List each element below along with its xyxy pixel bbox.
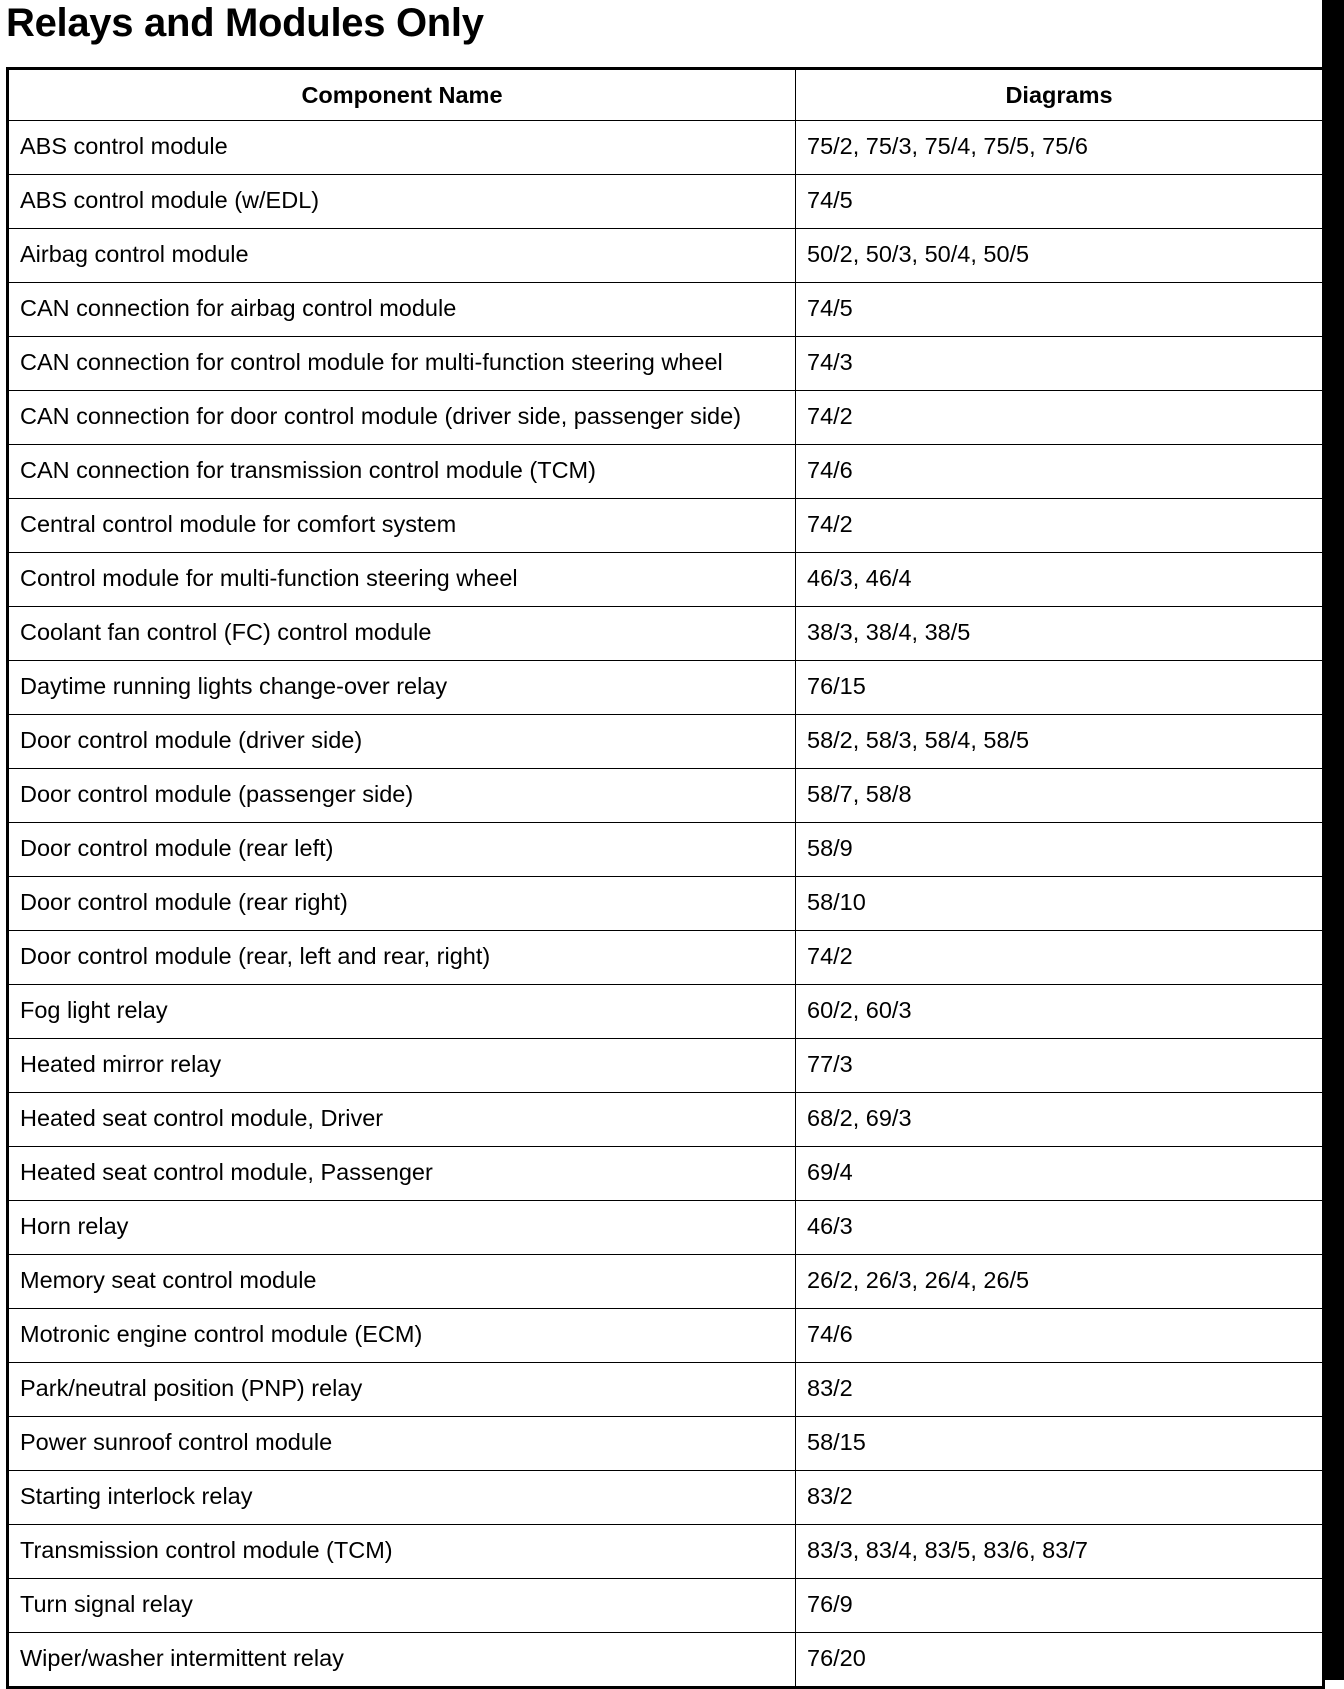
diagrams-cell: 77/3 bbox=[796, 1039, 1324, 1093]
diagrams-cell: 58/10 bbox=[796, 877, 1324, 931]
component-name-cell: Fog light relay bbox=[8, 985, 796, 1039]
component-name-cell: Door control module (rear left) bbox=[8, 823, 796, 877]
table-row bbox=[8, 1093, 1324, 1147]
table-row bbox=[8, 445, 1324, 499]
component-name-cell: CAN connection for door control module (driver side, passenger side) bbox=[8, 391, 796, 445]
table-row bbox=[8, 1471, 1324, 1525]
table-row bbox=[8, 769, 1324, 823]
table-row bbox=[8, 1039, 1324, 1093]
diagrams-cell: 74/6 bbox=[796, 445, 1324, 499]
table-row bbox=[8, 391, 1324, 445]
table-row bbox=[8, 175, 1324, 229]
table-row bbox=[8, 1363, 1324, 1417]
table-body bbox=[8, 121, 1324, 1688]
table-row bbox=[8, 1201, 1324, 1255]
table-row bbox=[8, 337, 1324, 391]
table-row bbox=[8, 661, 1324, 715]
component-name-cell: Door control module (rear, left and rear, right) bbox=[8, 931, 796, 985]
diagrams-cell: 46/3 bbox=[796, 1201, 1324, 1255]
diagrams-cell: 74/2 bbox=[796, 391, 1324, 445]
table-row bbox=[8, 715, 1324, 769]
diagrams-cell: 46/3, 46/4 bbox=[796, 553, 1324, 607]
component-name-cell: Heated seat control module, Driver bbox=[8, 1093, 796, 1147]
component-name-cell: Coolant fan control (FC) control module bbox=[8, 607, 796, 661]
diagrams-cell: 74/6 bbox=[796, 1309, 1324, 1363]
diagrams-cell: 58/9 bbox=[796, 823, 1324, 877]
table-row bbox=[8, 553, 1324, 607]
page-edge-bar bbox=[1322, 0, 1344, 1680]
diagrams-cell: 74/3 bbox=[796, 337, 1324, 391]
table-row bbox=[8, 1309, 1324, 1363]
table-row bbox=[8, 607, 1324, 661]
component-name-cell: Memory seat control module bbox=[8, 1255, 796, 1309]
component-name-cell: Door control module (passenger side) bbox=[8, 769, 796, 823]
page-title: Relays and Modules Only bbox=[6, 1, 484, 45]
diagrams-cell: 74/2 bbox=[796, 499, 1324, 553]
component-name-cell: Heated seat control module, Passenger bbox=[8, 1147, 796, 1201]
table-row bbox=[8, 1579, 1324, 1633]
table-row bbox=[8, 1255, 1324, 1309]
diagrams-cell: 50/2, 50/3, 50/4, 50/5 bbox=[796, 229, 1324, 283]
table-row bbox=[8, 283, 1324, 337]
diagrams-cell: 68/2, 69/3 bbox=[796, 1093, 1324, 1147]
table-row bbox=[8, 1147, 1324, 1201]
diagrams-cell: 74/5 bbox=[796, 175, 1324, 229]
table-row bbox=[8, 931, 1324, 985]
component-name-cell: Airbag control module bbox=[8, 229, 796, 283]
component-name-cell: CAN connection for transmission control module (TCM) bbox=[8, 445, 796, 499]
table-row bbox=[8, 121, 1324, 175]
table-row bbox=[8, 1633, 1324, 1688]
table-row bbox=[8, 985, 1324, 1039]
diagrams-cell: 58/15 bbox=[796, 1417, 1324, 1471]
table-row bbox=[8, 1525, 1324, 1579]
diagrams-cell: 76/15 bbox=[796, 661, 1324, 715]
table-row bbox=[8, 229, 1324, 283]
components-table bbox=[6, 67, 1325, 1689]
component-name-cell: Horn relay bbox=[8, 1201, 796, 1255]
component-name-cell: Transmission control module (TCM) bbox=[8, 1525, 796, 1579]
diagrams-cell: 76/9 bbox=[796, 1579, 1324, 1633]
component-name-cell: Park/neutral position (PNP) relay bbox=[8, 1363, 796, 1417]
diagrams-cell: 76/20 bbox=[796, 1633, 1324, 1688]
component-name-cell: Turn signal relay bbox=[8, 1579, 796, 1633]
table-row bbox=[8, 877, 1324, 931]
component-name-cell: ABS control module bbox=[8, 121, 796, 175]
column-header-component-name: Component Name bbox=[8, 69, 796, 121]
component-name-cell: CAN connection for control module for multi-function steering wheel bbox=[8, 337, 796, 391]
component-name-cell: Control module for multi-function steering wheel bbox=[8, 553, 796, 607]
diagrams-cell: 75/2, 75/3, 75/4, 75/5, 75/6 bbox=[796, 121, 1324, 175]
diagrams-cell: 83/2 bbox=[796, 1471, 1324, 1525]
diagrams-cell: 38/3, 38/4, 38/5 bbox=[796, 607, 1324, 661]
component-name-cell: Central control module for comfort system bbox=[8, 499, 796, 553]
component-name-cell: Door control module (driver side) bbox=[8, 715, 796, 769]
component-name-cell: Daytime running lights change-over relay bbox=[8, 661, 796, 715]
diagrams-cell: 74/2 bbox=[796, 931, 1324, 985]
table-row bbox=[8, 823, 1324, 877]
table-header-row bbox=[8, 69, 1324, 121]
table-row bbox=[8, 1417, 1324, 1471]
table-row bbox=[8, 499, 1324, 553]
component-name-cell: ABS control module (w/EDL) bbox=[8, 175, 796, 229]
diagrams-cell: 58/7, 58/8 bbox=[796, 769, 1324, 823]
column-header-diagrams: Diagrams bbox=[796, 69, 1324, 121]
component-name-cell: Wiper/washer intermittent relay bbox=[8, 1633, 796, 1688]
component-name-cell: Heated mirror relay bbox=[8, 1039, 796, 1093]
component-name-cell: Power sunroof control module bbox=[8, 1417, 796, 1471]
component-name-cell: Motronic engine control module (ECM) bbox=[8, 1309, 796, 1363]
diagrams-cell: 60/2, 60/3 bbox=[796, 985, 1324, 1039]
diagrams-cell: 83/2 bbox=[796, 1363, 1324, 1417]
diagrams-cell: 58/2, 58/3, 58/4, 58/5 bbox=[796, 715, 1324, 769]
component-name-cell: Door control module (rear right) bbox=[8, 877, 796, 931]
component-name-cell: Starting interlock relay bbox=[8, 1471, 796, 1525]
component-name-cell: CAN connection for airbag control module bbox=[8, 283, 796, 337]
diagrams-cell: 74/5 bbox=[796, 283, 1324, 337]
diagrams-cell: 69/4 bbox=[796, 1147, 1324, 1201]
diagrams-cell: 26/2, 26/3, 26/4, 26/5 bbox=[796, 1255, 1324, 1309]
diagrams-cell: 83/3, 83/4, 83/5, 83/6, 83/7 bbox=[796, 1525, 1324, 1579]
